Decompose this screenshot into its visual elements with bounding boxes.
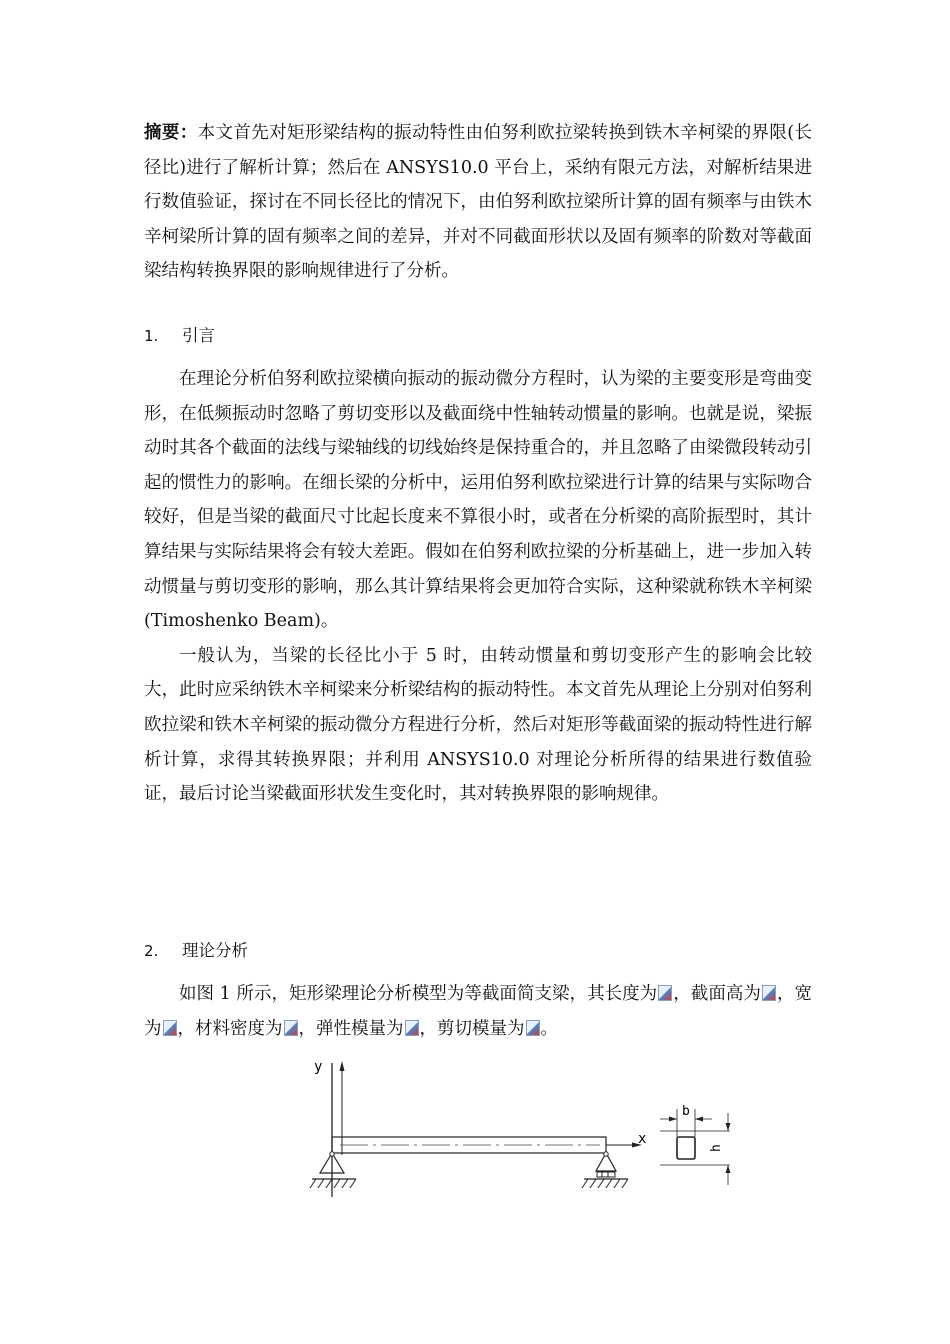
right-pin <box>604 1152 608 1156</box>
left-pin <box>330 1152 334 1156</box>
section-2-title: 理论分析 <box>182 941 248 960</box>
broken-image-icon <box>163 1020 177 1036</box>
section-1-body <box>144 362 812 812</box>
text-run: ，弹性模量为 <box>298 1018 404 1039</box>
text-run: ，材料密度为 <box>177 1018 283 1039</box>
y-axis-label: y <box>314 1059 323 1075</box>
abstract-text: 本文首先对矩形梁结构的振动特性由伯努利欧拉梁转换到铁木辛柯梁的界限(长径比)进行了解析计算；然后在 ANSYS10.0 平台上，采纳有限元方法，对解析结果进行数值验证，探讨在不同长径比的情况下，由伯努利欧拉梁所计算的固有频率与由铁木辛柯梁所计算的固有频率之间的差异，并对不同截面形状以及固有频率的阶数对等截面梁结构转换界限的影响规律进行了分析。 <box>144 123 812 282</box>
text-run: ，宽为 <box>144 984 813 1039</box>
section-1-paragraph-1: 在理论分析伯努利欧拉梁横向振动的振动微分方程时，认为梁的主要变形是弯曲变形，在低频振动时忽略了剪切变形以及截面绕中性轴转动惯量的影响。也就是说，梁振动时其各个截面的法线与梁轴线的切线始终是保持重合的，并且忽略了由梁微段转动引起的惯性力的影响。在细长梁的分析中，运用伯努利欧拉梁进行计算的结果与实际吻合较好，但是当梁的截面尺寸比起长度来不算很小时，或者在分析梁的高阶振型时，其计算结果与实际结果将会有较大差距。假如在伯努利欧拉梁的分析基础上，进一步加入转动惯量与剪切变形的影响，那么其计算结果将会更加符合实际，这种梁就称铁木辛柯梁(Timoshenko Beam)。 <box>144 369 812 632</box>
broken-image-icon <box>658 985 672 1001</box>
text-run: 如图 1 所示，矩形梁理论分析模型为等截面简支梁，其长度为 <box>179 984 658 1004</box>
broken-image-icon <box>405 1020 419 1036</box>
h-dimension-arrow-bottom <box>726 1165 731 1173</box>
x-axis-label: x <box>638 1131 647 1147</box>
section-1-number: 1. <box>144 327 159 345</box>
left-ground-hatch <box>310 1179 356 1188</box>
b-dimension-arrow-left <box>669 1117 677 1122</box>
text-run: ，剪切模量为 <box>419 1018 525 1039</box>
roller-base <box>597 1172 615 1177</box>
section-2-body <box>144 977 812 1046</box>
right-ground-hatch <box>582 1179 628 1188</box>
section-1-paragraph-2: 一般认为，当梁的长径比小于 5 时，由转动惯量和剪切变形产生的影响会比较大，此时应采纳铁木辛柯梁来分析梁结构的振动特性。本文首先从理论上分别对伯努利欧拉梁和铁木辛柯梁的振动微分方程进行分析，然后对矩形等截面梁的振动特性进行解析计算，求得其转换界限；并利用 ANSYS10.0 对理论分析所得的结果进行数值验证，最后讨论当梁截面形状发生变化时，其对转换界限的影响规律。 <box>144 645 812 805</box>
cross-section <box>677 1137 695 1159</box>
text-run: 。 <box>540 1018 558 1039</box>
broken-image-icon <box>284 1020 298 1036</box>
abstract-label: 摘要： <box>144 123 198 143</box>
broken-image-icon <box>762 985 776 1001</box>
section-1-heading <box>144 322 215 346</box>
h-label: h <box>709 1144 724 1152</box>
section-2-paragraph <box>144 977 812 1046</box>
text-run: ，截面高为 <box>673 984 761 1004</box>
h-dimension-arrow-top <box>726 1123 731 1131</box>
y-axis-arrowhead <box>340 1061 345 1071</box>
beam-figure <box>300 1055 760 1205</box>
section-1-title: 引言 <box>182 326 215 345</box>
abstract-paragraph <box>144 116 812 289</box>
broken-image-icon <box>526 1020 540 1036</box>
b-label: b <box>682 1104 690 1119</box>
section-2-number: 2. <box>144 942 159 960</box>
abstract <box>144 116 812 289</box>
b-dimension-arrow-right <box>695 1117 703 1122</box>
section-2-heading <box>144 937 248 961</box>
